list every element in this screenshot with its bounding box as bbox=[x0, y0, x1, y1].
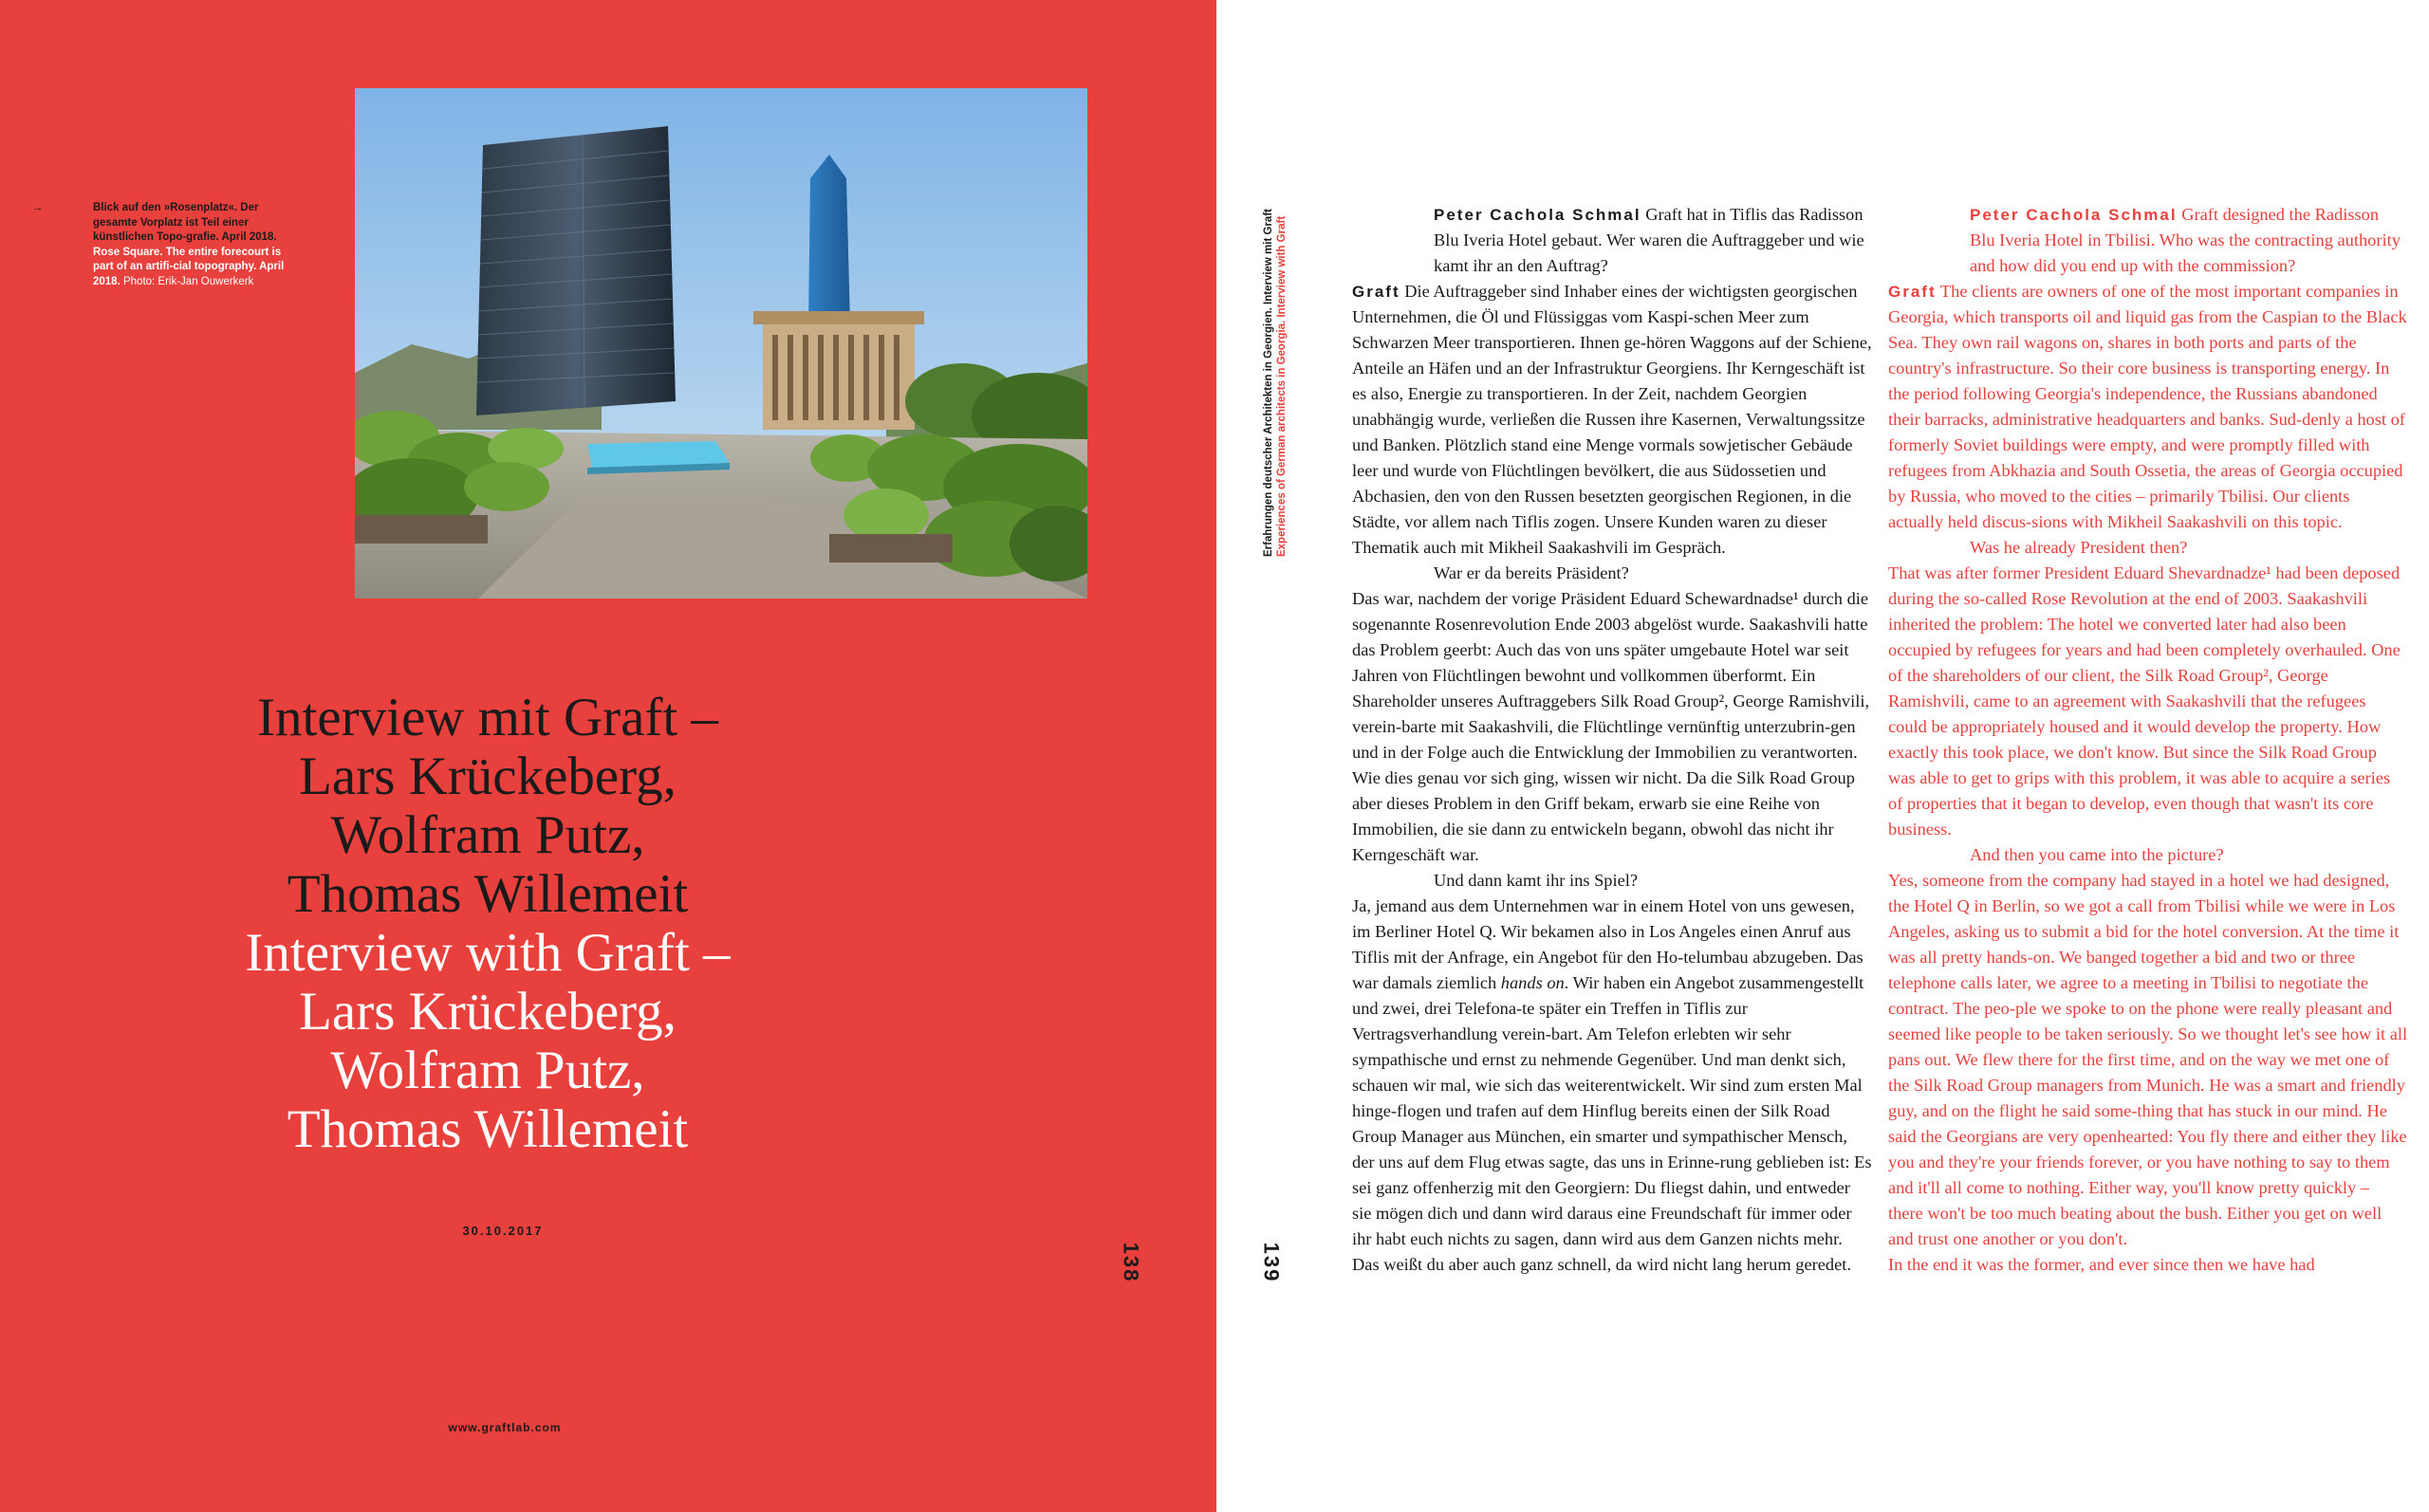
speaker-name: Peter Cachola Schmal bbox=[1434, 206, 1641, 224]
question: And then you came into the picture? bbox=[1970, 845, 2224, 864]
photo-caption bbox=[32, 201, 288, 289]
running-head-english: Experiences of German architects in Georgia. Interview with Graft bbox=[1276, 215, 1288, 558]
title-line: Thomas Willemeit bbox=[287, 864, 689, 924]
question: Was he already President then? bbox=[1970, 538, 2188, 557]
caption-english: Rose Square. The entire forecourt is part of an artifi-cial topography. April 2018. bbox=[93, 246, 285, 287]
running-head-german: Erfahrungen deutscher Architekten in Georgien. Interview mit Graft bbox=[1263, 209, 1274, 558]
answer bbox=[1888, 279, 2408, 535]
german-column bbox=[1352, 202, 1872, 1278]
title-line: Lars Krückeberg, bbox=[299, 747, 677, 806]
title-line: Wolfram Putz, bbox=[330, 805, 645, 865]
photo-credit: Photo: Erik-Jan Ouwerkerk bbox=[122, 275, 254, 287]
title-line: Lars Krückeberg, bbox=[299, 982, 677, 1042]
answer-text: Die Auftraggeber sind Inhaber eines der wichtigsten georgischen Unternehmen, die Öl und Flüssiggas vom Kaspi-schen Meer zum Schwarzen Meer transportieren. Ihnen ge-hören Waggons auf der Schiene, Anteile an Häfen und an der Infrastruktur Georgiens. Ihr Kerngeschäft ist es also, Energie zu transportieren. In der Zeit, nachdem Georgien unabhängig wurde, verließen die Russen ihre Kasernen, Verwaltungssitze und Banken. Plötzlich stand eine Menge vormals sowjetischer Gebäude leer und wurde von Flüchtlingen bevölkert, die aus Südossetien und Abchasien, den von den Russen besetzten georgischen Regionen, in die Städte, vor allem nach Tiflis zogen. Unsere Kunden waren zu dieser Thematik auch mit Mikheil Saakashvili im Gespräch. bbox=[1352, 282, 1872, 557]
interview-date: 30.10.2017 bbox=[462, 1224, 544, 1238]
answer: In the end it was the former, and ever since then we have had bbox=[1888, 1255, 2315, 1274]
title-line: Wolfram Putz, bbox=[330, 1041, 645, 1100]
question-text: Graft hat in Tiflis das Radisson Blu Iveria Hotel gebaut. Wer waren die Auftraggeber und wie kamt ihr an den Auftrag? bbox=[1434, 205, 1864, 275]
page-number-right: 139 bbox=[1259, 1242, 1284, 1283]
question bbox=[1888, 202, 2408, 279]
question bbox=[1352, 202, 1872, 279]
emphasis-text: hands on bbox=[1500, 973, 1565, 992]
answer: That was after former President Eduard Shevardnadze¹ had been deposed during the so-called Rose Revolution at the end of 2003. Saakashvili inherited the problem: The hotel we converted later had also been occupied by refugees for years and had been completely overhauled. One of the shareholders of our client, the Silk Road Group², George Ramishvili, came to an agreement with Saakashvili that the refugees could be appropriately housed and it would develop the property. How exactly this took place, we don't know. But since the Silk Road Group was able to get to grips with this problem, it was able to acquire a series of properties that it began to develop, even though that wasn't its core business. bbox=[1888, 563, 2401, 839]
article-title bbox=[152, 689, 824, 1159]
title-line: Interview mit Graft – bbox=[257, 688, 718, 747]
hotel-photo bbox=[355, 88, 1087, 599]
title-english bbox=[152, 924, 824, 1159]
speaker-name: Peter Cachola Schmal bbox=[1970, 206, 2178, 224]
answer: Yes, someone from the company had stayed in a hotel we had designed, the Hotel Q in Berlin, so we got a call from Tbilisi while we were in Los Angeles, asking us to submit a bid for the hotel conversion. At the time it was all pretty hands-on. We banged together a bid and two or three telephone calls later, we agree to a meeting in Tbilisi to negotiate the contract. The peo-ple we spoke to on the phone were really pleasant and seemed like people to be taken seriously. So we thought let's see how it all pans out. We flew there for the first time, and on the way we met one of the Silk Road Group managers from Munich. He was a smart and friendly guy, and on the flight he said some-thing that has stuck in our mind. He said the Georgians are very openhearted: You fly there and either they like you and they're your friends forever, or you have nothing to say to them and it'll all come to nothing. Either way, you'll know pretty quickly – there won't be too much beating about the bush. Either you get on well and trust one another or you don't. bbox=[1888, 871, 2408, 1248]
question: Und dann kamt ihr ins Spiel? bbox=[1434, 871, 1639, 890]
question: War er da bereits Präsident? bbox=[1434, 563, 1629, 582]
website-link[interactable]: www.graftlab.com bbox=[448, 1421, 562, 1434]
answer-text: . Wir haben ein Angebot zusammengestellt und zwei, drei Telefona-te später ein Treffen in Tiflis zur Vertragsverhandlung verein-bart. Am Telefon erlebten wir sehr sympathische und ernst zu nehmende Gegenüber. Und man denkt sich, schauen wir mal, wie sich das weiterentwickelt. Wir sind zum ersten Mal hinge-flogen und trafen auf dem Hinflug bereits einen der Silk Road Group Manager aus München, ein smarter und sympathischer Mensch, der uns auf dem Flug etwas sagte, das uns in Erinne-rung geblieben ist: Es sei ganz offenherzig mit den Georgiern: Du fliegst dahin, und entweder sie mögen dich und dann wird daraus eine Freundschaft für immer oder ihr habt euch nichts zu sagen, dann wird aus dem Ganzen nichts mehr. Das weißt du aber auch ganz schnell, da wird nicht lang herum geredet. bbox=[1352, 973, 1872, 1274]
question-text: Graft designed the Radisson Blu Iveria Hotel in Tbilisi. Who was the contracting authority and how did you end up with the commission? bbox=[1970, 205, 2401, 275]
answer-text: The clients are owners of one of the most important companies in Georgia, which transports oil and liquid gas from the Caspian to the Black Sea. They own rail wagons on, shares in both ports and parts of the country's infrastructure. So their core business is transporting energy. In the period following Georgia's independence, the Russians abandoned their barracks, administrative headquarters and banks. Sud-denly a host of formerly Soviet buildings were empty, and were promptly filled with refugees from Abkhazia and South Ossetia, the areas of Georgia occupied by Russia, who moved to the cities – primarily Tbilisi. Our clients actually held discus-sions with Mikheil Saakashvili on this topic. bbox=[1888, 282, 2407, 531]
arrow-icon: → bbox=[32, 202, 44, 213]
caption-german: Blick auf den »Rosenplatz«. Der gesamte Vorplatz ist Teil einer künstlichen Topo-grafie. April 2018. bbox=[93, 202, 277, 243]
answer bbox=[1352, 894, 1872, 1278]
title-line: Thomas Willemeit bbox=[287, 1099, 689, 1159]
answer: Das war, nachdem der vorige Präsident Eduard Schewardnadse¹ durch die sogenannte Rosenrevolution Ende 2003 abgelöst wurde. Saakashvili hatte das Problem geerbt: Auch das von uns später umgebaute Hotel war seit Jahren von Flüchtlingen bewohnt und vollkommen überformt. Ein Shareholder unseres Auftraggebers Silk Road Group², George Ramishvili, verein-barte mit Saakashvili, die Flüchtlinge vernünftig unterzubrin-gen und in der Folge auch die Entwicklung der Immobilien zu verantworten. Wie dies genau vor sich ging, wissen wir nicht. Da die Silk Road Group aber dieses Problem in den Griff bekam, erwarb sie eine Reihe von Immobilien, die sie dann zu entwickeln begann, obwohl das nicht ihr Kerngeschäft war. bbox=[1352, 589, 1870, 864]
page-number-left: 138 bbox=[1119, 1242, 1143, 1283]
answer bbox=[1352, 279, 1872, 561]
running-head bbox=[1262, 209, 1289, 557]
speaker-name: Graft bbox=[1888, 283, 1937, 301]
answer-text: Ja, jemand aus dem Unternehmen war in einem Hotel von uns gewesen, im Berliner Hotel Q. Wir bekamen also in Los Angeles einen Anruf aus Tiflis mit der Anfrage, ein Angebot für den Ho-telumbau abzugeben. Das war damals ziemlich bbox=[1352, 896, 1863, 992]
title-line: Interview with Graft – bbox=[245, 923, 731, 983]
english-column bbox=[1888, 202, 2408, 1278]
title-german bbox=[152, 689, 824, 924]
speaker-name: Graft bbox=[1352, 283, 1400, 301]
